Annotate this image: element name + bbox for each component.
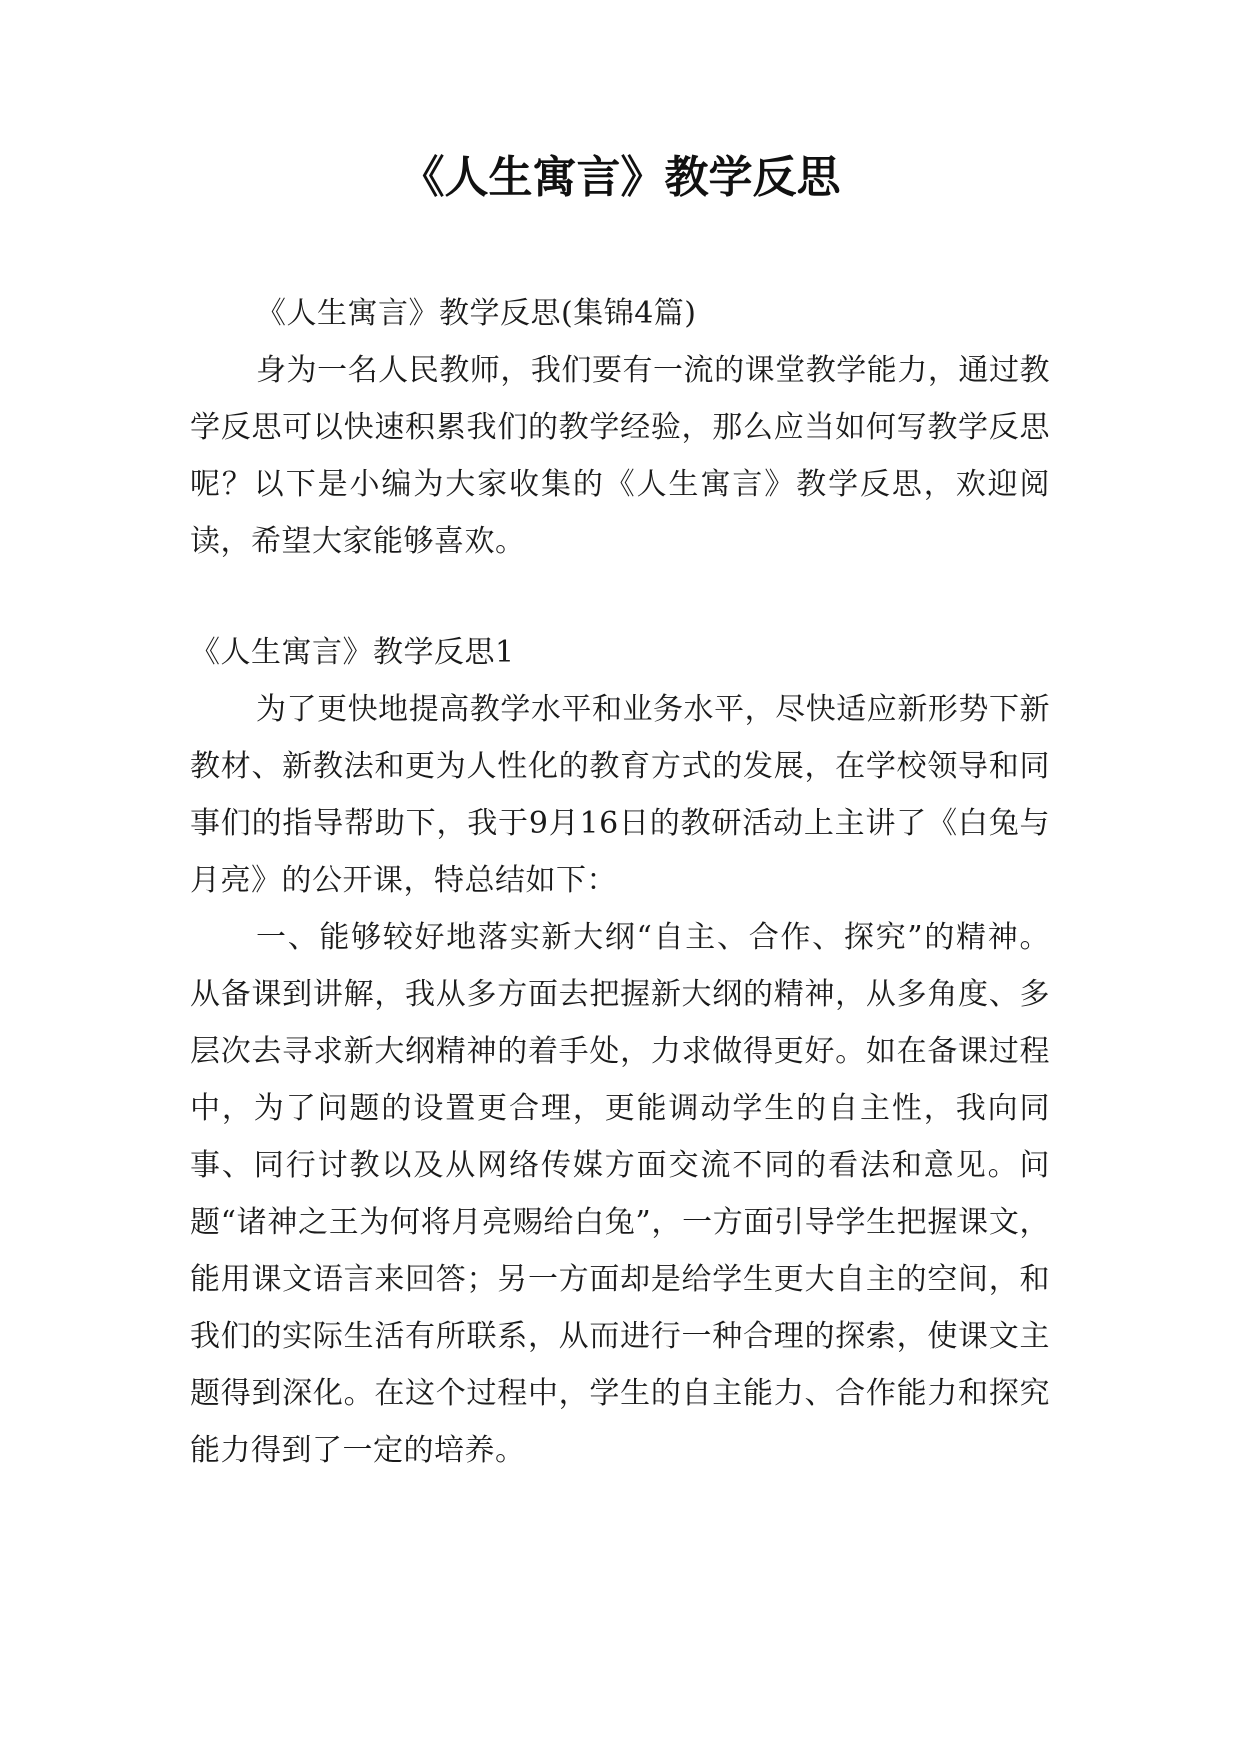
section-paragraph: 为了更快地提高教学水平和业务水平，尽快适应新形势下新教材、新教法和更为人性化的教育方式的发展，在学校领导和同事们的指导帮助下，我于9月16日的教研活动上主讲了《白兔与月亮》的公开课，特总结如下： — [190, 692, 1050, 898]
section-paragraph: 一、能够较好地落实新大纲“自主、合作、探究”的精神。从备课到讲解，我从多方面去把握新大纲的精神，从多角度、多层次去寻求新大纲精神的着手处，力求做得更好。如在备课过程中，为了问题的设置更合理，更能调动学生的自主性，我向同事、同行讨教以及从网络传媒方面交流不同的看法和意见。问题“诸神之王为何将月亮赐给白兔”，一方面引导学生把握课文，能用课文语言来回答；另一方面却是给学生更大自主的空间，和我们的实际生活有所联系，从而进行一种合理的探索，使课文主题得到深化。在这个过程中，学生的自主能力、合作能力和探究能力得到了一定的培养。 — [190, 920, 1050, 1468]
intro-paragraph: 身为一名人民教师，我们要有一流的课堂教学能力，通过教学反思可以快速积累我们的教学经验，那么应当如何写教学反思呢？以下是小编为大家收集的《人生寓言》教学反思，欢迎阅读，希望大家能够喜欢。 — [190, 353, 1050, 559]
collection-subtitle: 《人生寓言》教学反思(集锦4篇) — [256, 296, 697, 331]
section-heading: 《人生寓言》教学反思1 — [190, 635, 515, 670]
document-body — [190, 285, 1050, 1479]
document-title: 《人生寓言》教学反思 — [400, 152, 841, 203]
